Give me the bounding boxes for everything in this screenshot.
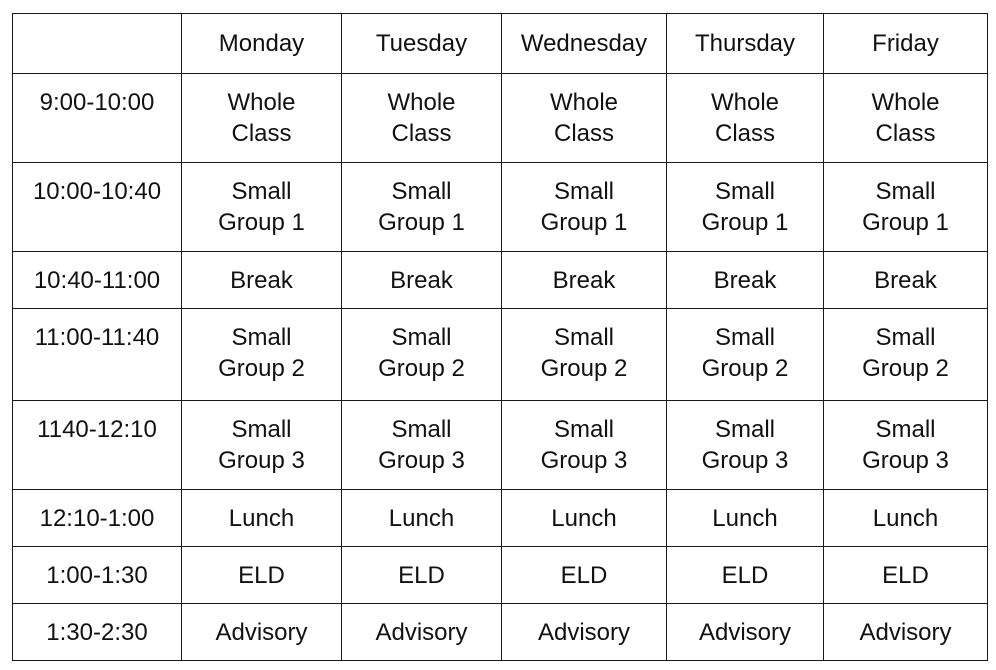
activity-line: Lunch bbox=[551, 504, 617, 532]
activity-line: Small bbox=[875, 178, 936, 205]
activity-line: Break bbox=[230, 266, 293, 294]
activity-line: Group 3 bbox=[540, 447, 628, 474]
activity-line: Whole bbox=[871, 89, 940, 116]
activity-line: Small bbox=[714, 178, 775, 205]
activity-line: Whole bbox=[549, 89, 619, 116]
activity-line: Small bbox=[391, 416, 452, 443]
activity-cell bbox=[342, 490, 502, 547]
activity-cell bbox=[502, 401, 667, 490]
activity-line: Class bbox=[875, 120, 936, 147]
activity-line: Group 1 bbox=[378, 209, 465, 236]
activity-cell bbox=[667, 309, 824, 401]
activity-line: Small bbox=[714, 324, 775, 351]
activity-line: Group 1 bbox=[701, 209, 789, 236]
time-cell bbox=[13, 604, 182, 661]
activity-cell bbox=[182, 490, 342, 547]
time-cell bbox=[13, 163, 182, 252]
activity-line: Group 2 bbox=[378, 355, 465, 382]
activity-cell bbox=[342, 309, 502, 401]
time-label: 9:00-10:00 bbox=[39, 89, 155, 116]
activity-cell bbox=[667, 163, 824, 252]
activity-line: Group 1 bbox=[862, 209, 949, 236]
time-cell bbox=[13, 252, 182, 309]
activity-line: Break bbox=[713, 266, 777, 294]
activity-line: Small bbox=[553, 324, 614, 351]
time-label: 1:00-1:30 bbox=[46, 561, 148, 589]
activity-line: Advisory bbox=[375, 618, 468, 646]
time-label: 11:00-11:40 bbox=[34, 324, 160, 351]
activity-line: Group 2 bbox=[540, 355, 628, 382]
time-cell bbox=[13, 401, 182, 490]
activity-cell bbox=[824, 604, 988, 661]
activity-line: Group 2 bbox=[218, 355, 305, 382]
table-row bbox=[13, 490, 988, 547]
table-row bbox=[13, 309, 988, 401]
activity-cell bbox=[502, 252, 667, 309]
activity-cell bbox=[502, 604, 667, 661]
time-label: 1:30-2:30 bbox=[46, 618, 148, 646]
activity-line: Advisory bbox=[215, 618, 308, 646]
activity-cell bbox=[502, 547, 667, 604]
day-header-wednesday: Wednesday bbox=[502, 14, 667, 74]
activity-cell bbox=[502, 309, 667, 401]
activity-line: Advisory bbox=[859, 618, 952, 646]
activity-line: Class bbox=[714, 120, 775, 147]
activity-cell bbox=[182, 401, 342, 490]
activity-line: Group 3 bbox=[862, 447, 949, 474]
activity-line: Break bbox=[874, 266, 937, 294]
activity-cell bbox=[182, 547, 342, 604]
activity-line: Small bbox=[875, 324, 936, 351]
activity-cell bbox=[824, 163, 988, 252]
activity-cell bbox=[182, 604, 342, 661]
activity-cell bbox=[342, 252, 502, 309]
day-header-monday: Monday bbox=[182, 14, 342, 74]
activity-cell bbox=[667, 74, 824, 163]
activity-line: Small bbox=[553, 416, 614, 443]
table-row bbox=[13, 74, 988, 163]
activity-line: Whole bbox=[387, 89, 456, 116]
activity-cell bbox=[667, 604, 824, 661]
activity-cell bbox=[667, 547, 824, 604]
activity-cell bbox=[182, 252, 342, 309]
activity-line: ELD bbox=[560, 561, 608, 589]
activity-cell bbox=[824, 547, 988, 604]
header-row bbox=[13, 14, 988, 74]
time-label: 12:10-1:00 bbox=[39, 504, 155, 532]
activity-cell bbox=[667, 490, 824, 547]
activity-line: Small bbox=[231, 178, 292, 205]
activity-cell bbox=[824, 490, 988, 547]
activity-cell bbox=[667, 252, 824, 309]
activity-cell bbox=[342, 74, 502, 163]
time-cell bbox=[13, 490, 182, 547]
table-row bbox=[13, 252, 988, 309]
activity-line: Small bbox=[391, 178, 452, 205]
activity-line: Group 3 bbox=[218, 447, 305, 474]
activity-line: ELD bbox=[721, 561, 769, 589]
activity-line: Small bbox=[553, 178, 614, 205]
activity-cell bbox=[824, 309, 988, 401]
activity-cell bbox=[182, 309, 342, 401]
activity-line: Group 1 bbox=[218, 209, 305, 236]
activity-cell bbox=[182, 74, 342, 163]
activity-line: Small bbox=[231, 416, 292, 443]
activity-cell bbox=[502, 490, 667, 547]
activity-line: Lunch bbox=[872, 504, 939, 532]
table-row bbox=[13, 401, 988, 490]
activity-line: ELD bbox=[398, 561, 445, 589]
activity-cell bbox=[502, 163, 667, 252]
day-header-friday: Friday bbox=[824, 14, 988, 74]
activity-line: ELD bbox=[882, 561, 929, 589]
table-row bbox=[13, 163, 988, 252]
activity-cell bbox=[667, 401, 824, 490]
time-label: 10:00-10:40 bbox=[32, 178, 162, 205]
activity-line: Small bbox=[875, 416, 936, 443]
activity-cell bbox=[502, 74, 667, 163]
activity-line: Group 2 bbox=[862, 355, 949, 382]
time-cell bbox=[13, 74, 182, 163]
activity-cell bbox=[824, 401, 988, 490]
schedule-table bbox=[12, 13, 988, 661]
activity-line: Small bbox=[714, 416, 775, 443]
activity-line: Lunch bbox=[388, 504, 455, 532]
activity-cell bbox=[824, 252, 988, 309]
activity-cell bbox=[182, 163, 342, 252]
activity-line: Class bbox=[553, 120, 614, 147]
activity-line: Group 2 bbox=[701, 355, 789, 382]
activity-line: Lunch bbox=[712, 504, 778, 532]
activity-line: Advisory bbox=[698, 618, 792, 646]
time-label: 1140-12:10 bbox=[37, 416, 157, 443]
day-header-tuesday: Tuesday bbox=[342, 14, 502, 74]
activity-cell bbox=[342, 401, 502, 490]
activity-cell bbox=[342, 163, 502, 252]
activity-line: Class bbox=[231, 120, 292, 147]
activity-line: Whole bbox=[227, 89, 296, 116]
activity-cell bbox=[342, 547, 502, 604]
activity-line: Class bbox=[391, 120, 452, 147]
activity-line: ELD bbox=[238, 561, 285, 589]
time-label: 10:40-11:00 bbox=[33, 266, 161, 294]
corner-cell bbox=[13, 14, 182, 74]
table-row bbox=[13, 547, 988, 604]
activity-line: Break bbox=[390, 266, 453, 294]
time-cell bbox=[13, 547, 182, 604]
activity-line: Whole bbox=[710, 89, 780, 116]
activity-line: Group 3 bbox=[701, 447, 789, 474]
activity-line: Group 3 bbox=[378, 447, 465, 474]
day-header-thursday: Thursday bbox=[667, 14, 824, 74]
activity-line: Group 1 bbox=[540, 209, 628, 236]
activity-line: Lunch bbox=[228, 504, 295, 532]
activity-line: Small bbox=[231, 324, 292, 351]
activity-line: Small bbox=[391, 324, 452, 351]
time-cell bbox=[13, 309, 182, 401]
activity-line: Advisory bbox=[537, 618, 631, 646]
activity-line: Break bbox=[552, 266, 616, 294]
activity-cell bbox=[824, 74, 988, 163]
table-row bbox=[13, 604, 988, 661]
activity-cell bbox=[342, 604, 502, 661]
